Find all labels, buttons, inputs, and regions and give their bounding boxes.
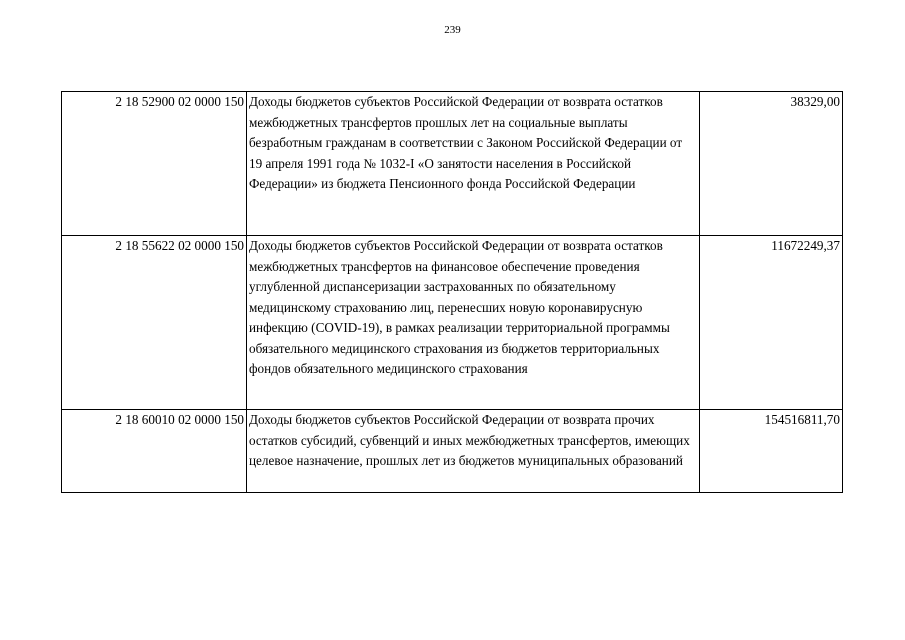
table-row [62,92,843,236]
revenue-code-cell: 2 18 60010 02 0000 150 [62,410,247,493]
revenue-amount-cell: 154516811,70 [700,410,843,493]
budget-revenue-table [61,91,843,493]
revenue-description-cell: Доходы бюджетов субъектов Российской Федерации от возврата остатков межбюджетных трансфертов на финансовое обеспечение проведения углубленной диспансеризации застрахованных по обязательному медицинскому страхованию лиц, перенесших новую коронавирусную инфекцию (COVID-19), в рамках реализации территориальной программы обязательного медицинского страхования из бюджетов территориальных фондов обязательного медицинского страхования [247,236,700,410]
table-row [62,410,843,493]
revenue-description-cell: Доходы бюджетов субъектов Российской Федерации от возврата остатков межбюджетных трансфертов прошлых лет на социальные выплаты безработным гражданам в соответствии с Законом Российской Федерации от 19 апреля 1991 года № 1032-I «О занятости населения в Российской Федерации» из бюджета Пенсионного фонда Российской Федерации [247,92,700,236]
revenue-description-cell: Доходы бюджетов субъектов Российской Федерации от возврата прочих остатков субсидий, субвенций и иных межбюджетных трансфертов, имеющих целевое назначение, прошлых лет из бюджетов муниципальных образований [247,410,700,493]
revenue-amount-cell: 11672249,37 [700,236,843,410]
revenue-amount-cell: 38329,00 [700,92,843,236]
revenue-code-cell: 2 18 55622 02 0000 150 [62,236,247,410]
page-number: 239 [444,24,461,36]
revenue-code-cell: 2 18 52900 02 0000 150 [62,92,247,236]
table-row [62,236,843,410]
